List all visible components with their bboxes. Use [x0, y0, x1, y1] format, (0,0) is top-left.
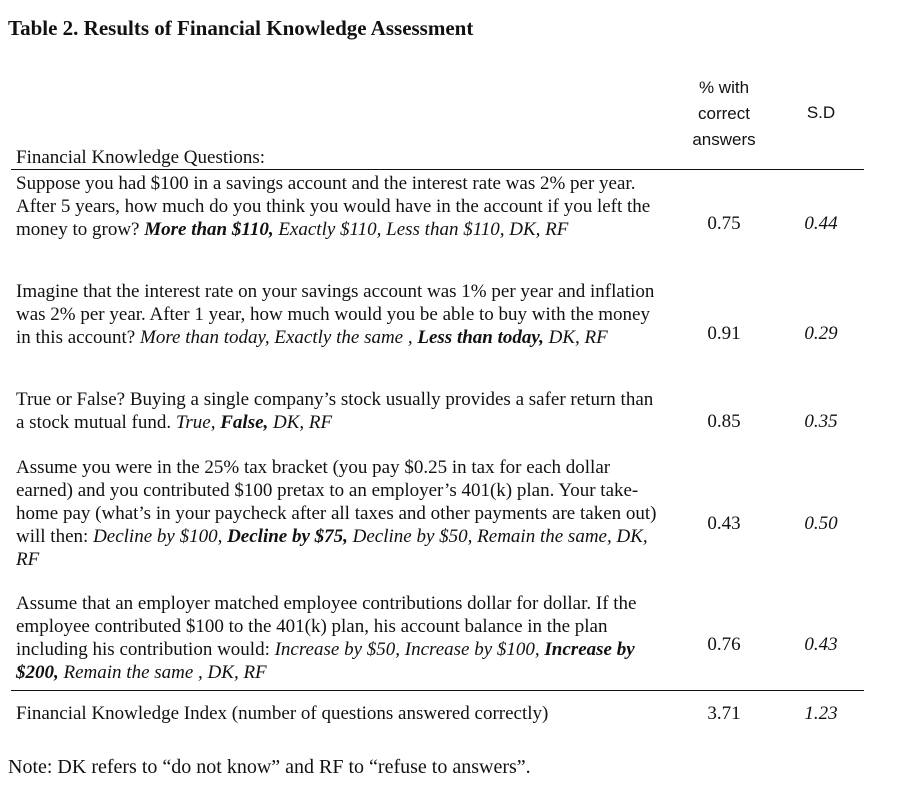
column-header-sd: S.D [806, 103, 836, 122]
question-text: Imagine that the interest rate on your savings account was 1% per year and inflation was 2% per year. After 1 year, how much would you be able to buy with the money in this account? [16, 281, 655, 348]
question-text: Assume you were in the 25% tax bracket (you pay $0.25 in tax for each dollar earned) and you contributed $100 pretax to an employer’s 401(k) plan. Your take-home pay (what’s in your paycheck after all taxes and other payments are taken out) will then: [16, 457, 657, 547]
correct-answer-option: Less than today, [417, 327, 544, 348]
index-label: Financial Knowledge Index (number of questions answered correctly) [16, 703, 549, 724]
question-row [16, 592, 666, 684]
answer-option: Increase by $50, Increase by $100, [274, 639, 545, 660]
table-note: Note: DK refers to “do not know” and RF to “refuse to answers”. [8, 756, 531, 778]
header-line: answers [692, 130, 756, 149]
percent-correct-value: 0.76 [707, 634, 741, 655]
sd-value: 0.50 [804, 513, 838, 534]
answer-option: More than today, Exactly the same , [140, 327, 418, 348]
question-row [16, 172, 666, 241]
percent-correct-value: 0.43 [707, 513, 741, 534]
correct-answer-option: Increase by $200, [16, 639, 635, 683]
header-line: % with [698, 78, 750, 97]
table-title: Table 2. Results of Financial Knowledge Assessment [8, 16, 474, 40]
index-rule [11, 690, 864, 691]
percent-correct-value: 0.85 [707, 411, 741, 432]
sd-value: 0.29 [804, 323, 838, 344]
percent-correct-value: 0.75 [707, 213, 741, 234]
answer-option: Remain the same , DK, RF [58, 662, 267, 683]
answer-option: DK, RF [543, 327, 608, 348]
correct-answer-option: Decline by $75, [227, 526, 348, 547]
sd-value: 0.35 [804, 411, 838, 432]
question-row [16, 456, 666, 571]
question-text: True or False? Buying a single company’s stock usually provides a safer return than a stock mutual fund. [16, 389, 654, 433]
sd-value: 0.44 [804, 213, 838, 234]
answer-option: Decline by $50, Remain the same, DK, RF [16, 526, 648, 570]
header-rule [11, 169, 864, 170]
sd-value: 0.43 [804, 634, 838, 655]
question-row [16, 280, 666, 349]
index-sd-value: 1.23 [804, 703, 838, 724]
answer-option: Exactly $110, Less than $110, DK, RF [273, 219, 569, 240]
question-row [16, 388, 666, 434]
column-header-percent-correct [676, 75, 772, 153]
answer-option: True, [175, 412, 221, 433]
question-text: Assume that an employer matched employee contributions dollar for dollar. If the employee contributed $100 to the 401(k) plan, his account balance in the plan including his contribution would: [16, 593, 637, 660]
question-text: Suppose you had $100 in a savings account and the interest rate was 2% per year. After 5 years, how much do you think you would have in the account if you left the money to grow? [16, 173, 651, 240]
answer-option: Decline by $100, [93, 526, 228, 547]
index-percent-value: 3.71 [707, 703, 741, 724]
correct-answer-option: More than $110, [144, 219, 274, 240]
section-label: Financial Knowledge Questions: [16, 147, 266, 168]
correct-answer-option: False, [220, 412, 269, 433]
answer-option: DK, RF [268, 412, 333, 433]
percent-correct-value: 0.91 [707, 323, 741, 344]
header-line: correct [698, 104, 750, 123]
